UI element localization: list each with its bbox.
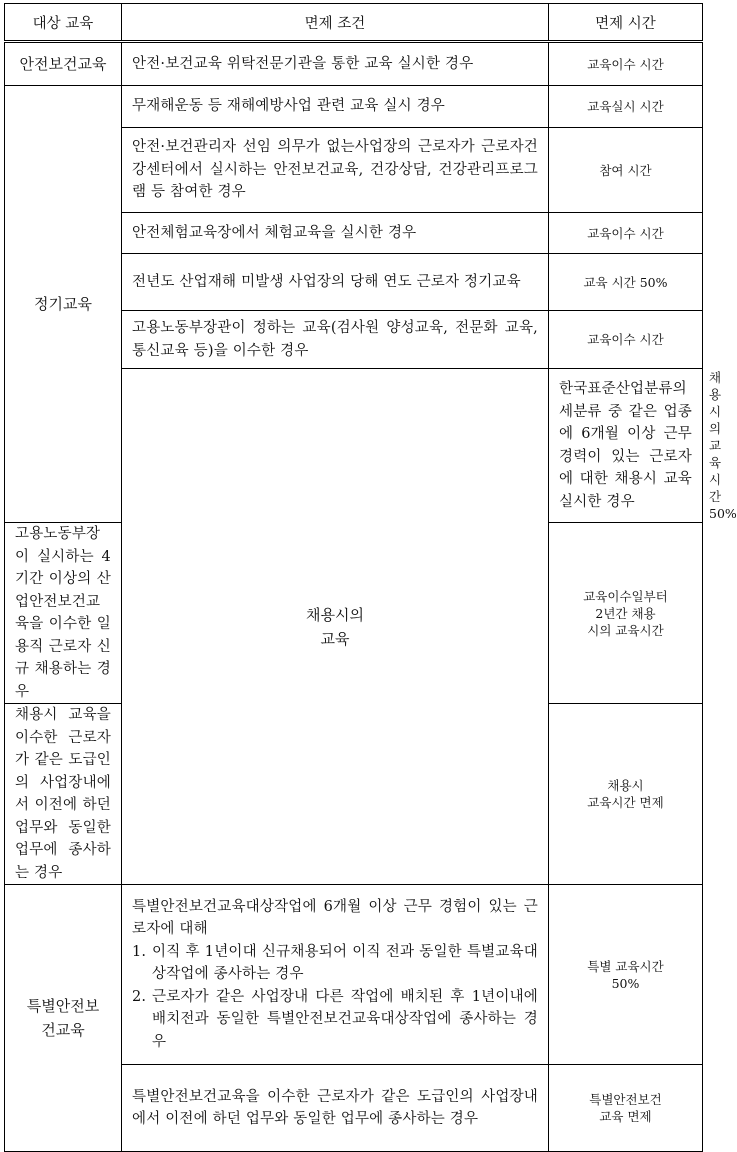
exemption-table (4, 3, 737, 1152)
table-header-row (5, 4, 703, 42)
exemption-time-cell: 특별안전보건 교육 면제 (549, 1065, 703, 1152)
condition-cell (122, 885, 549, 1065)
condition-cell: 특별안전보건교육을 이수한 근로자가 같은 도급인의 사업장내에서 이전에 하던 업무와 동일한 업무에 종사하는 경우 (122, 1065, 549, 1152)
table-row: 채용시의 교육 한국표준산업분류의 세분류 중 같은 업종에 6개월 이상 근무 경력이 있는 근로자에 대한 채용시 교육 실시한 경우 채용 시의 교육시간 50% (5, 369, 703, 523)
condition-cell: 전년도 산업재해 미발생 사업장의 당해 연도 근로자 정기교육 (122, 254, 549, 311)
condition-cell: 안전·보건교육 위탁전문기관을 통한 교육 실시한 경우 (122, 42, 549, 86)
list-item (132, 941, 538, 986)
header-target: 대상 교육 (5, 4, 122, 42)
exemption-time-cell: 교육실시 시간 (549, 86, 703, 128)
condition-cell: 채용시 교육을 이수한 근로자가 같은 도급인의 사업장내에서 이전에 하던 업무와 동일한 업무에 종사하는 경우 (5, 704, 122, 885)
list-item-number: 2. (132, 988, 147, 1005)
exemption-time-cell: 교육이수 시간 (549, 311, 703, 369)
condition-cell: 한국표준산업분류의 세분류 중 같은 업종에 6개월 이상 근무 경력이 있는 근로자에 대한 채용시 교육 실시한 경우 (549, 369, 703, 523)
exemption-time-cell: 교육 시간 50% (549, 254, 703, 311)
condition-intro: 특별안전보건교육대상작업에 6개월 이상 근무 경험이 있는 근로자에 대해 (132, 898, 538, 938)
group-target-safety-health: 안전보건교육 (5, 42, 122, 86)
condition-cell: 안전·보건관리자 선임 의무가 없는사업장의 근로자가 근로자건강센터에서 실시하는 안전보건교육, 건강상담, 건강관리프로그램 등 참여한 경우 (122, 128, 549, 213)
exemption-time-cell: 채용시 교육시간 면제 (549, 704, 703, 885)
header-time: 면제 시간 (549, 4, 703, 42)
condition-cell: 고용노동부장관이 정하는 교육(검사원 양성교육, 전문화 교육, 통신교육 등)을 이수한 경우 (122, 311, 549, 369)
list-item-text: 근로자가 같은 사업장내 다른 작업에 배치된 후 1년이내에 배치전과 동일한 특별안전보건교육대상작업에 종사하는 경우 (152, 988, 538, 1050)
condition-cell: 무재해운동 등 재해예방사업 관련 교육 실시 경우 (122, 86, 549, 128)
list-item-text: 이직 후 1년이대 신규채용되어 이직 전과 동일한 특별교육대상작업에 종사하는 경우 (152, 943, 538, 983)
exemption-time-cell: 교육이수 시간 (549, 42, 703, 86)
table-row (5, 86, 703, 128)
group-target-hiring: 채용시의 교육 (122, 369, 549, 885)
group-target-regular: 정기교육 (5, 86, 122, 523)
exemption-time-cell: 특별 교육시간 50% (549, 885, 703, 1065)
exemption-time-cell: 참여 시간 (549, 128, 703, 213)
group-target-special: 특별안전보 건교육 (5, 885, 122, 1152)
header-condition: 면제 조건 (122, 4, 549, 42)
list-item-number: 1. (132, 943, 147, 960)
exemption-time-cell: 교육이수일부터 2년간 채용 시의 교육시간 (549, 523, 703, 704)
list-item (132, 986, 538, 1054)
table-row (5, 885, 703, 1065)
table-row (5, 42, 703, 86)
condition-cell: 고용노동부장이 실시하는 4기간 이상의 산업안전보건교육을 이수한 일용직 근로자 신규 채용하는 경우 (5, 523, 122, 704)
condition-cell: 안전체험교육장에서 체험교육을 실시한 경우 (122, 213, 549, 254)
exemption-time-cell: 교육이수 시간 (549, 213, 703, 254)
